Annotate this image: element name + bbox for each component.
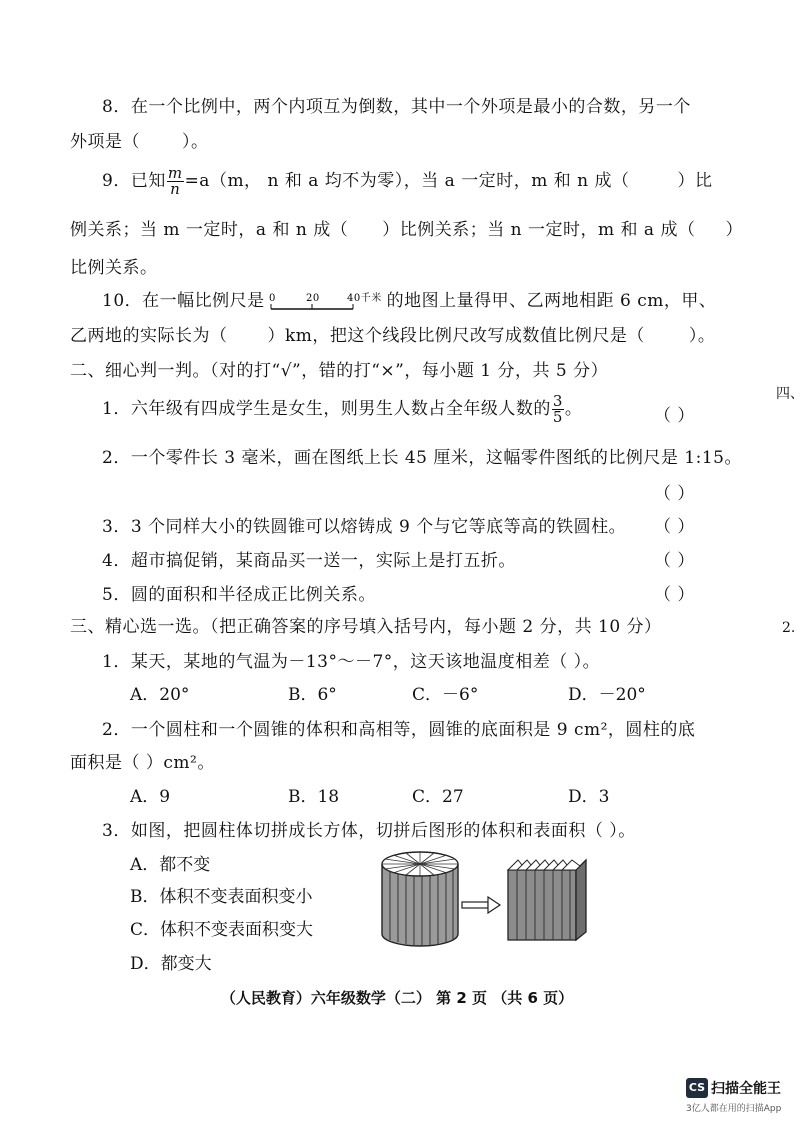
page-footer: （人民教育）六年级数学（二） 第 2 页 （共 6 页） [220, 989, 574, 1007]
judge-item-text: 1．六年级有四成学生是女生，则男生人数占全年级人数的 [102, 399, 551, 419]
camscanner-logo-icon: CS [686, 1078, 708, 1098]
q9-line1 [102, 166, 712, 197]
choice-q1-option-b[interactable]: B．6° [288, 685, 337, 705]
judge-fraction [552, 394, 564, 425]
q9-line2-b: ）比例关系；当 n 一定时，m 和 a 成（ [382, 220, 696, 240]
scale-label-0: 0 [268, 292, 276, 304]
q10-line2-a: 乙两地的实际长为（ [70, 326, 228, 346]
judge-item-3: 3．3 个同样大小的铁圆锥可以熔铸成 9 个与它等底等高的铁圆柱。 [102, 517, 627, 537]
choice-q3: 3．如图，把圆柱体切拼成长方体，切拼后图形的体积和表面积（ ）。 [102, 821, 636, 841]
q10-prefix: 10．在一幅比例尺是 [102, 291, 265, 311]
section2-heading: 二、细心判一判。（对的打“√”，错的打“×”，每小题 1 分，共 5 分） [70, 361, 609, 381]
q8-line2 [70, 127, 209, 152]
choice-q1-option-c[interactable]: C．－6° [412, 685, 479, 705]
choice-q1-option-d[interactable]: D．－20° [568, 685, 646, 705]
q8-text: 外项是（ [70, 132, 140, 152]
judge-item-4: 4．超市搞促销，某商品买一送一，实际上是打五折。 [102, 551, 516, 571]
judge-answer-paren-5[interactable]: （ ） [654, 585, 695, 605]
choice-q2-option-c[interactable]: C．27 [412, 787, 464, 807]
q10-line2-b: ）km，把这个线段比例尺改写成数值比例尺是（ [267, 326, 645, 346]
side-mark-bottom: 2. [782, 620, 796, 636]
q9-frac-num: m [167, 164, 183, 182]
section3-heading: 三、精心选一选。（把正确答案的序号填入括号内，每小题 2 分，共 10 分） [70, 617, 662, 637]
q9-line3: 比例关系。 [70, 258, 158, 278]
choice-q2-option-a[interactable]: A．9 [130, 787, 171, 807]
choice-q2-line2: 面积是（ ）cm²。 [70, 753, 215, 773]
scanner-tagline: 3亿人都在用的扫描App [686, 1104, 782, 1114]
side-mark-top: 四、 [776, 386, 804, 402]
cuboid-icon [508, 860, 586, 940]
scale-label-40: 40千米 [346, 292, 382, 304]
judge-frac-den: 5 [552, 408, 563, 426]
line-scale-bar [267, 292, 385, 312]
choice-q1-option-a[interactable]: A．20° [130, 685, 190, 705]
judge-item-5: 5．圆的面积和半径成正比例关系。 [102, 585, 376, 605]
scanner-watermark [686, 1077, 782, 1114]
judge-frac-num: 3 [552, 392, 563, 410]
choice-q3-option-b[interactable]: B．体积不变表面积变小 [130, 887, 313, 907]
arrow-right-icon [462, 897, 500, 913]
q10-line2-c: ）。 [688, 326, 716, 346]
choice-q3-option-a[interactable]: A．都不变 [130, 855, 211, 875]
q9-fraction [167, 166, 184, 197]
choice-q3-option-c[interactable]: C．体积不变表面积变大 [130, 920, 314, 940]
choice-q3-option-d[interactable]: D．都变大 [130, 954, 212, 974]
choice-q2-option-b[interactable]: B．18 [288, 787, 340, 807]
scanner-name: 扫描全能王 [711, 1080, 781, 1097]
q9-prefix: 9．已知 [102, 171, 166, 191]
q9-line2-c: ） [725, 220, 743, 240]
q9-after-blank: ）比 [677, 171, 713, 191]
q9-frac-den: n [170, 180, 181, 198]
choice-q2-option-d[interactable]: D．3 [568, 787, 610, 807]
judge-item-2: 2．一个零件长 3 毫米，画在图纸上长 45 厘米，这幅零件图纸的比例尺是 1:15。 [102, 448, 742, 468]
q10-line1 [102, 286, 716, 312]
judge-answer-paren-2[interactable]: （ ） [654, 484, 695, 504]
choice-q1: 1．某天，某地的气温为－13°～－7°，这天该地温度相差（ ）。 [102, 652, 601, 672]
choice-q2-line1: 2．一个圆柱和一个圆锥的体积和高相等，圆锥的底面积是 9 cm²，圆柱的底 [102, 720, 696, 740]
q9-after-frac: =a（m， n 和 a 均不为零），当 a 一定时，m 和 n 成（ [184, 171, 630, 191]
scale-label-20: 20 [305, 292, 320, 304]
q8-text-end: ）。 [182, 132, 209, 152]
q9-line2 [70, 215, 743, 240]
cylinder-icon [382, 852, 458, 946]
judge-item-end: 。 [564, 399, 583, 419]
scale-bar-graphic [267, 292, 385, 314]
q8-line1: 8．在一个比例中，两个内项互为倒数，其中一个外项是最小的合数，另一个 [102, 97, 691, 117]
q10-after-scale: 的地图上量得甲、乙两地相距 6 cm，甲、 [386, 291, 717, 311]
judge-answer-paren-4[interactable]: （ ） [654, 551, 695, 571]
judge-answer-paren-1[interactable]: （ ） [654, 406, 695, 426]
q10-line2 [70, 321, 715, 346]
judge-item-1 [102, 394, 582, 425]
q9-line2-a: 例关系；当 m 一定时，a 和 n 成（ [70, 220, 349, 240]
judge-answer-paren-3[interactable]: （ ） [654, 517, 695, 537]
cylinder-to-cuboid-figure [376, 842, 616, 952]
